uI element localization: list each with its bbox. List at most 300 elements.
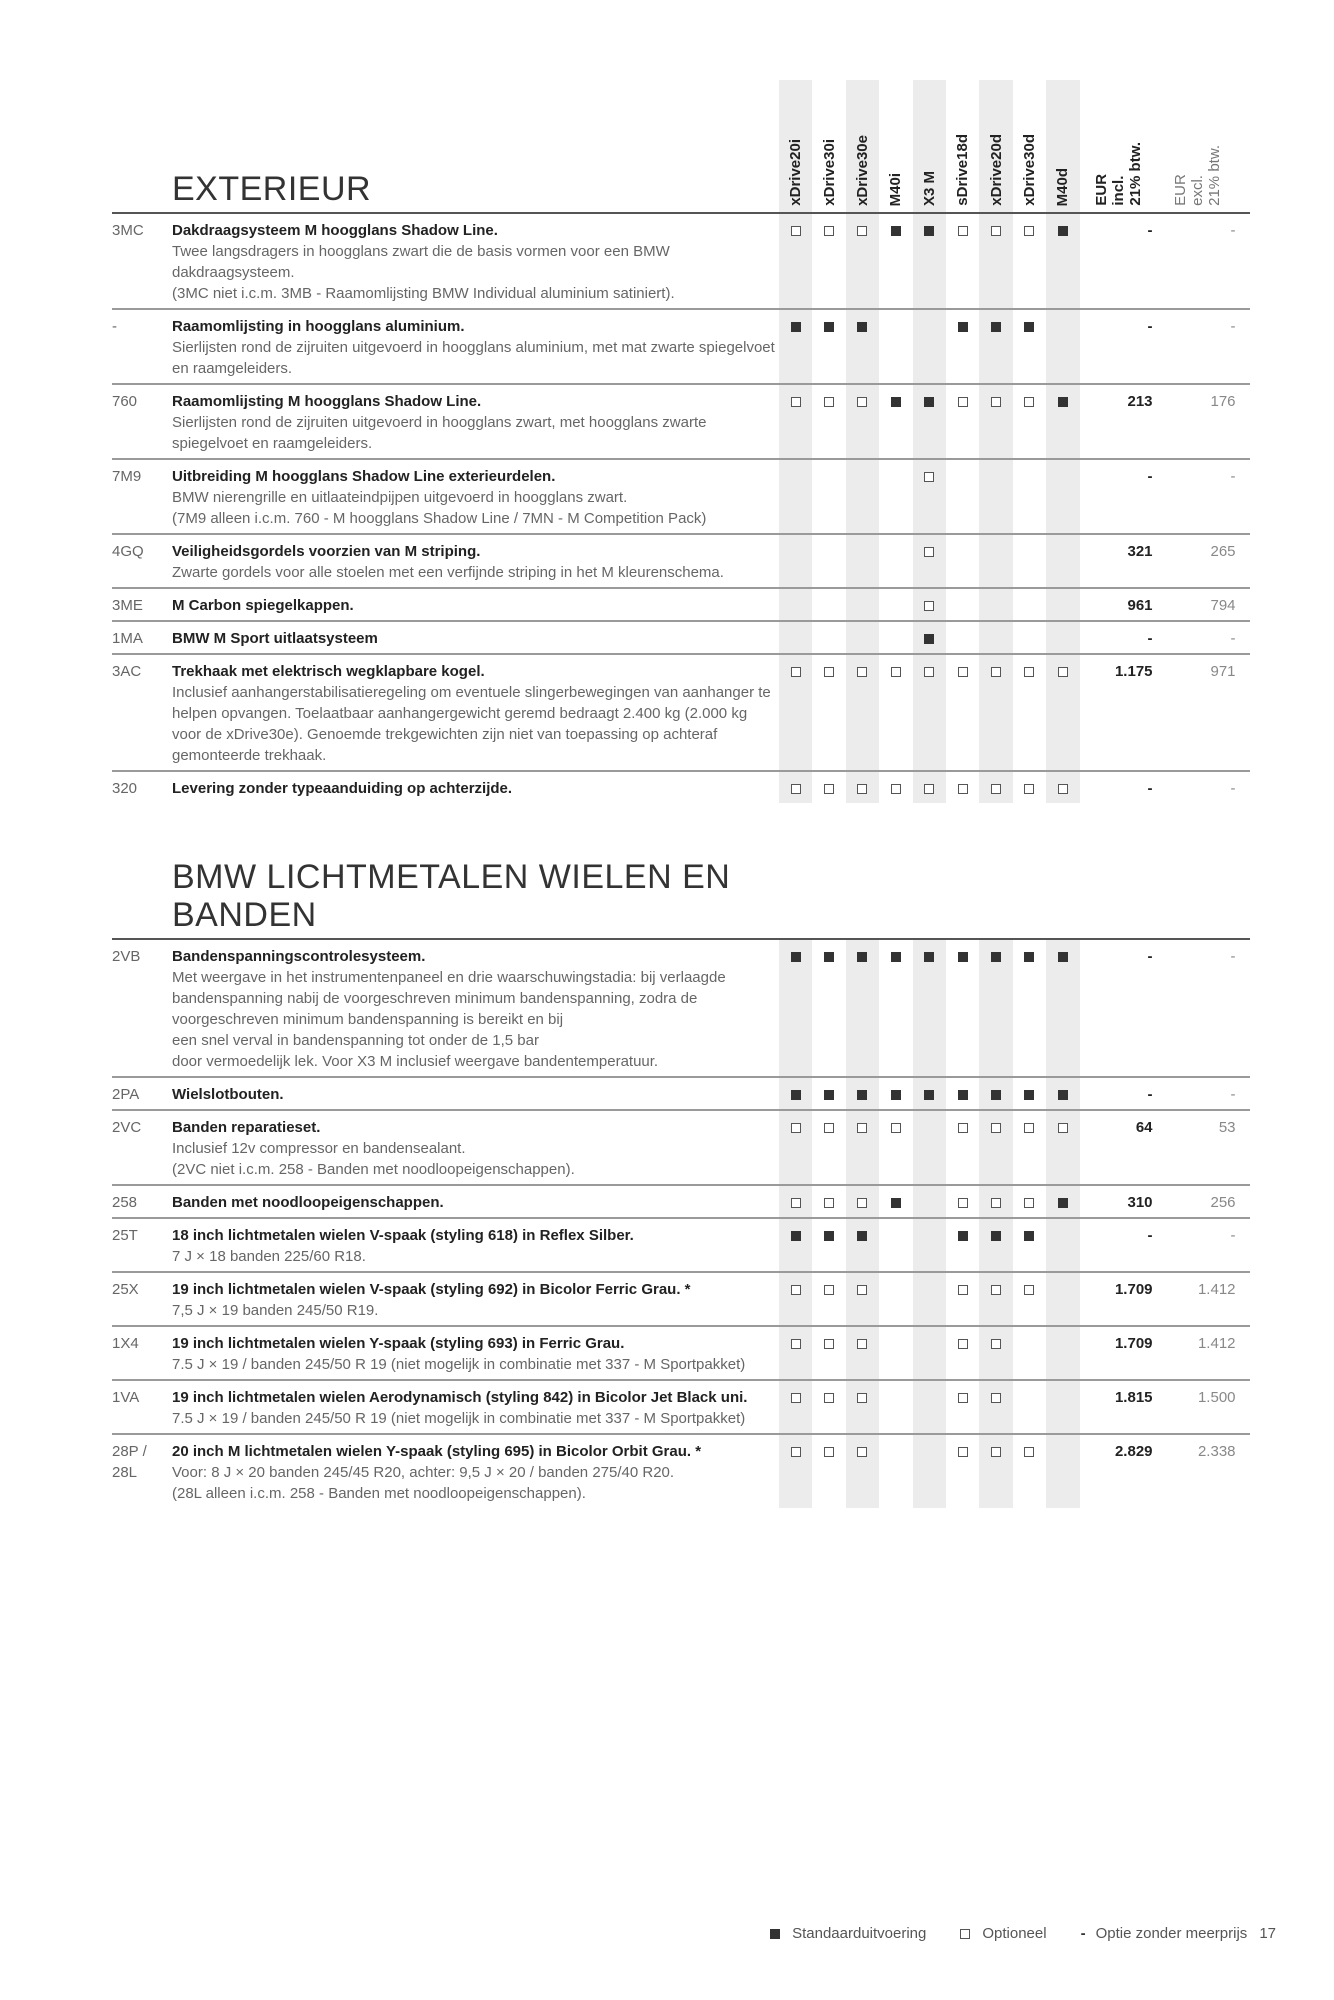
- standard-square-icon: [924, 1090, 934, 1100]
- availability-cell: [812, 1435, 845, 1508]
- availability-cell: [846, 310, 879, 383]
- option-code: 1VA: [112, 1389, 140, 1406]
- availability-cell: [779, 1273, 812, 1325]
- availability-cell: [779, 772, 812, 803]
- column-header-x3-m: [913, 80, 946, 212]
- availability-cell: [812, 1273, 845, 1325]
- page-number: 17: [1259, 1925, 1276, 1942]
- availability-cell: [846, 460, 879, 533]
- optional-square-icon: [958, 784, 968, 794]
- availability-cell: [946, 214, 979, 308]
- optional-square-icon: [1024, 1123, 1034, 1133]
- availability-cell: [979, 1111, 1012, 1184]
- standard-square-icon: [857, 952, 867, 962]
- optional-square-icon: [958, 1339, 968, 1349]
- availability-cell: [879, 940, 912, 1076]
- availability-cell: [979, 772, 1012, 803]
- optional-square-icon: [958, 1285, 968, 1295]
- optional-square-icon: [791, 1393, 801, 1403]
- price-incl-vat: 1.815: [1114, 1389, 1153, 1406]
- availability-cell: [979, 1273, 1012, 1325]
- availability-cell: [946, 655, 979, 770]
- option-row: [112, 655, 1250, 772]
- optional-square-icon: [824, 1198, 834, 1208]
- availability-cell: [812, 214, 845, 308]
- availability-cell: [846, 535, 879, 587]
- availability-cell: [879, 1078, 912, 1109]
- price-excl-vat: -: [1230, 948, 1236, 965]
- standard-square-icon: [958, 322, 968, 332]
- standard-square-icon: [824, 1231, 834, 1241]
- legend: [736, 1925, 1276, 1942]
- legend-no-charge: Optie zonder meerprijs: [1095, 1925, 1248, 1942]
- price-incl-vat: 213: [1127, 393, 1153, 410]
- availability-cell: [812, 772, 845, 803]
- column-header-xdrive30i: [812, 80, 845, 212]
- option-description: 7,5 J × 19 banden 245/50 R19.: [172, 1302, 379, 1319]
- availability-cell: [1013, 460, 1046, 533]
- option-description: Sierlijsten rond de zijruiten uitgevoerd in hoogglans zwart, met hoogglans zwarte spiegelvoet en raamgeleiders.: [172, 414, 707, 452]
- availability-cell: [1046, 1273, 1079, 1325]
- price-excl-vat: -: [1230, 630, 1236, 647]
- optional-square-icon: [857, 1339, 867, 1349]
- availability-cell: [946, 1327, 979, 1379]
- price-excl-vat: 1.412: [1197, 1335, 1236, 1352]
- availability-cell: [779, 1435, 812, 1508]
- price-excl-vat: -: [1230, 1086, 1236, 1103]
- optional-square-icon: [857, 1285, 867, 1295]
- option-row: [112, 622, 1250, 655]
- option-code: 1X4: [112, 1335, 139, 1352]
- option-code: 25T: [112, 1227, 138, 1244]
- availability-cell: [846, 1327, 879, 1379]
- availability-cell: [846, 1435, 879, 1508]
- availability-cell: [979, 1435, 1012, 1508]
- availability-cell: [913, 1219, 946, 1271]
- optional-square-icon: [1024, 1447, 1034, 1457]
- option-title: 19 inch lichtmetalen wielen Aerodynamisch (styling 842) in Bicolor Jet Black uni.: [172, 1389, 748, 1406]
- availability-cell: [779, 385, 812, 458]
- availability-cell: [779, 1327, 812, 1379]
- option-title: Raamomlijsting in hoogglans aluminium.: [172, 318, 465, 335]
- availability-cell: [1013, 940, 1046, 1076]
- availability-cell: [779, 1381, 812, 1433]
- option-description: 7 J × 18 banden 225/60 R18.: [172, 1248, 366, 1265]
- availability-cell: [846, 385, 879, 458]
- option-row: [112, 385, 1250, 460]
- price-incl-vat: -: [1147, 222, 1153, 239]
- availability-cell: [946, 535, 979, 587]
- price-header-incl: [1093, 80, 1144, 212]
- optional-square-icon: [924, 601, 934, 611]
- availability-cell: [812, 1078, 845, 1109]
- column-label: X3 M: [920, 170, 938, 206]
- option-code: 760: [112, 393, 138, 410]
- price-excl-vat: -: [1230, 318, 1236, 335]
- standard-square-icon: [1024, 952, 1034, 962]
- price-incl-vat: 961: [1127, 597, 1153, 614]
- option-description: (2VC niet i.c.m. 258 - Banden met noodloopeigenschappen).: [172, 1161, 575, 1178]
- availability-cell: [879, 1273, 912, 1325]
- standard-square-icon: [1024, 1231, 1034, 1241]
- optional-square-icon: [960, 1929, 970, 1939]
- option-title: Raamomlijsting M hoogglans Shadow Line.: [172, 393, 482, 410]
- price-excl-vat: 1.500: [1197, 1389, 1236, 1406]
- availability-cell: [1013, 310, 1046, 383]
- option-description: 7.5 J × 19 / banden 245/50 R 19 (niet mogelijk in combinatie met 337 - M Sportpakket): [172, 1410, 746, 1427]
- price-excl-vat: -: [1230, 1227, 1236, 1244]
- option-description: Zwarte gordels voor alle stoelen met een verfijnde striping in het M kleurenschema.: [172, 564, 724, 581]
- standard-square-icon: [1058, 226, 1068, 236]
- optional-square-icon: [891, 667, 901, 677]
- availability-cell: [946, 589, 979, 620]
- availability-cell: [879, 385, 912, 458]
- optional-square-icon: [958, 226, 968, 236]
- optional-square-icon: [991, 1447, 1001, 1457]
- option-title: M Carbon spiegelkappen.: [172, 597, 354, 614]
- availability-cell: [846, 772, 879, 803]
- availability-cell: [846, 589, 879, 620]
- option-description: een snel verval in bandenspanning tot onder de 1,5 bar: [172, 1032, 539, 1049]
- price-excl-vat: -: [1230, 780, 1236, 797]
- availability-cell: [1046, 1327, 1079, 1379]
- availability-cell: [1046, 1186, 1079, 1217]
- availability-cell: [812, 1381, 845, 1433]
- standard-square-icon: [1024, 322, 1034, 332]
- option-row: [112, 1435, 1250, 1508]
- availability-cell: [846, 1111, 879, 1184]
- availability-cell: [846, 940, 879, 1076]
- availability-cell: [1046, 589, 1079, 620]
- availability-cell: [946, 1186, 979, 1217]
- price-excl-vat: 265: [1210, 543, 1236, 560]
- column-label: sDrive18d: [954, 134, 972, 206]
- price-list-page: [112, 0, 1250, 1508]
- standard-square-icon: [924, 634, 934, 644]
- availability-cell: [812, 1111, 845, 1184]
- price-incl-vat: 1.709: [1114, 1335, 1153, 1352]
- optional-square-icon: [857, 397, 867, 407]
- availability-cell: [946, 1219, 979, 1271]
- availability-cell: [1046, 310, 1079, 383]
- option-title: Banden reparatieset.: [172, 1119, 321, 1136]
- availability-cell: [946, 460, 979, 533]
- optional-square-icon: [791, 397, 801, 407]
- option-row: [112, 535, 1250, 589]
- option-row: [112, 1186, 1250, 1219]
- availability-cell: [879, 214, 912, 308]
- optional-square-icon: [1024, 784, 1034, 794]
- availability-cell: [946, 1273, 979, 1325]
- column-label: xDrive20d: [987, 134, 1005, 206]
- availability-cell: [879, 1186, 912, 1217]
- price-excl-vat: 176: [1210, 393, 1236, 410]
- availability-cell: [913, 655, 946, 770]
- option-code: -: [112, 318, 117, 335]
- price-excl-vat: -: [1230, 222, 1236, 239]
- price-header-excl: [1172, 80, 1223, 212]
- optional-square-icon: [1058, 667, 1068, 677]
- availability-cell: [1013, 655, 1046, 770]
- availability-cell: [979, 385, 1012, 458]
- standard-square-icon: [891, 952, 901, 962]
- option-row: [112, 310, 1250, 385]
- availability-cell: [913, 1327, 946, 1379]
- column-header-xdrive20d: [979, 80, 1012, 212]
- availability-cell: [913, 589, 946, 620]
- option-description: (3MC niet i.c.m. 3MB - Raamomlijsting BMW Individual aluminium satiniert).: [172, 285, 675, 302]
- price-excl-vat: 2.338: [1197, 1443, 1236, 1460]
- availability-cell: [846, 1078, 879, 1109]
- column-header-sdrive18d: [946, 80, 979, 212]
- availability-cell: [979, 460, 1012, 533]
- price-incl-vat: 2.829: [1114, 1443, 1153, 1460]
- optional-square-icon: [857, 667, 867, 677]
- availability-cell: [979, 310, 1012, 383]
- column-label: xDrive30i: [820, 139, 838, 206]
- option-description: door vermoedelijk lek. Voor X3 M inclusief weergave bandentemperatuur.: [172, 1053, 659, 1070]
- availability-cell: [913, 622, 946, 653]
- standard-square-icon: [1058, 397, 1068, 407]
- option-row: [112, 589, 1250, 622]
- price-incl-vat: -: [1147, 318, 1153, 335]
- option-description: Voor: 8 J × 20 banden 245/45 R20, achter: 9,5 J × 20 / banden 275/40 R20.: [172, 1464, 675, 1481]
- price-excl-vat: -: [1230, 468, 1236, 485]
- availability-cell: [846, 622, 879, 653]
- optional-square-icon: [958, 397, 968, 407]
- price-incl-vat: 1.709: [1114, 1281, 1153, 1298]
- availability-cell: [913, 1186, 946, 1217]
- standard-square-icon: [1058, 952, 1068, 962]
- standard-square-icon: [824, 322, 834, 332]
- availability-cell: [779, 1078, 812, 1109]
- availability-cell: [812, 940, 845, 1076]
- legend-optional: Optioneel: [982, 1925, 1047, 1942]
- availability-cell: [779, 535, 812, 587]
- price-header-line: incl.: [1110, 175, 1127, 206]
- availability-cell: [1046, 940, 1079, 1076]
- standard-square-icon: [891, 1090, 901, 1100]
- availability-cell: [1013, 772, 1046, 803]
- availability-cell: [846, 214, 879, 308]
- standard-square-icon: [824, 1090, 834, 1100]
- option-code: 258: [112, 1194, 138, 1211]
- standard-square-icon: [1058, 1090, 1068, 1100]
- availability-cell: [946, 310, 979, 383]
- availability-cell: [979, 1078, 1012, 1109]
- option-row: [112, 460, 1250, 535]
- optional-square-icon: [991, 1285, 1001, 1295]
- availability-cell: [1013, 1435, 1046, 1508]
- availability-cell: [979, 535, 1012, 587]
- optional-square-icon: [857, 1393, 867, 1403]
- availability-cell: [1013, 622, 1046, 653]
- optional-square-icon: [824, 1339, 834, 1349]
- availability-cell: [779, 655, 812, 770]
- column-label: M40i: [887, 172, 905, 206]
- availability-cell: [812, 385, 845, 458]
- optional-square-icon: [791, 1285, 801, 1295]
- column-label: xDrive30e: [853, 135, 871, 206]
- standard-square-icon: [791, 952, 801, 962]
- availability-cell: [879, 1327, 912, 1379]
- availability-cell: [812, 1327, 845, 1379]
- availability-cell: [812, 310, 845, 383]
- availability-cell: [1013, 214, 1046, 308]
- availability-cell: [779, 1111, 812, 1184]
- availability-cell: [779, 460, 812, 533]
- availability-cell: [913, 940, 946, 1076]
- exterieur-table: [112, 214, 1250, 803]
- availability-cell: [879, 772, 912, 803]
- availability-cell: [946, 622, 979, 653]
- availability-cell: [1046, 772, 1079, 803]
- availability-cell: [812, 535, 845, 587]
- optional-square-icon: [824, 667, 834, 677]
- availability-cell: [1013, 535, 1046, 587]
- standard-square-icon: [791, 1090, 801, 1100]
- standard-square-icon: [857, 1231, 867, 1241]
- availability-cell: [846, 1186, 879, 1217]
- option-code: 2PA: [112, 1086, 140, 1103]
- availability-cell: [846, 1219, 879, 1271]
- availability-cell: [979, 940, 1012, 1076]
- availability-cell: [913, 310, 946, 383]
- optional-square-icon: [1058, 784, 1068, 794]
- optional-square-icon: [791, 1123, 801, 1133]
- availability-cell: [979, 655, 1012, 770]
- option-description: Inclusief 12v compressor en bandensealant.: [172, 1140, 466, 1157]
- optional-square-icon: [857, 1447, 867, 1457]
- availability-cell: [913, 460, 946, 533]
- option-description: Twee langsdragers in hoogglans zwart die de basis vormen voor een BMW dakdraagsysteem.: [172, 243, 670, 281]
- standard-square-icon: [824, 952, 834, 962]
- optional-square-icon: [991, 784, 1001, 794]
- availability-cell: [812, 1219, 845, 1271]
- option-row: [112, 940, 1250, 1078]
- optional-square-icon: [824, 1123, 834, 1133]
- optional-square-icon: [1024, 397, 1034, 407]
- availability-cell: [879, 460, 912, 533]
- optional-square-icon: [824, 397, 834, 407]
- availability-cell: [913, 1111, 946, 1184]
- column-header-xdrive30e: [846, 80, 879, 212]
- optional-square-icon: [791, 1339, 801, 1349]
- price-incl-vat: -: [1147, 1086, 1153, 1103]
- optional-square-icon: [1024, 1198, 1034, 1208]
- column-header-m40i: [879, 80, 912, 212]
- optional-square-icon: [991, 667, 1001, 677]
- standard-square-icon: [857, 322, 867, 332]
- availability-cell: [812, 655, 845, 770]
- availability-cell: [979, 214, 1012, 308]
- option-code: 3MC: [112, 222, 144, 239]
- optional-square-icon: [958, 1198, 968, 1208]
- availability-cell: [879, 622, 912, 653]
- standard-square-icon: [958, 952, 968, 962]
- option-code: 3AC: [112, 663, 142, 680]
- column-label: M40d: [1054, 167, 1072, 206]
- price-incl-vat: 1.175: [1114, 663, 1153, 680]
- optional-square-icon: [824, 1447, 834, 1457]
- availability-cell: [1013, 1327, 1046, 1379]
- option-code: 2VB: [112, 948, 141, 965]
- optional-square-icon: [824, 1285, 834, 1295]
- optional-square-icon: [891, 784, 901, 794]
- optional-square-icon: [824, 226, 834, 236]
- option-code: 4GQ: [112, 543, 144, 560]
- option-title: 20 inch M lichtmetalen wielen Y-spaak (styling 695) in Bicolor Orbit Grau. *: [172, 1443, 702, 1460]
- standard-square-icon: [891, 1198, 901, 1208]
- optional-square-icon: [924, 667, 934, 677]
- availability-cell: [979, 589, 1012, 620]
- availability-cell: [879, 535, 912, 587]
- column-label: xDrive20i: [787, 139, 805, 206]
- availability-cell: [913, 1273, 946, 1325]
- availability-cell: [779, 940, 812, 1076]
- optional-square-icon: [924, 472, 934, 482]
- standard-square-icon: [1024, 1090, 1034, 1100]
- availability-cell: [913, 772, 946, 803]
- availability-cell: [1013, 1219, 1046, 1271]
- availability-cell: [913, 1381, 946, 1433]
- optional-square-icon: [958, 1123, 968, 1133]
- availability-cell: [1013, 1186, 1046, 1217]
- option-description: (7M9 alleen i.c.m. 760 - M hoogglans Shadow Line / 7MN - M Competition Pack): [172, 510, 707, 527]
- optional-square-icon: [958, 667, 968, 677]
- price-incl-vat: -: [1147, 468, 1153, 485]
- availability-cell: [979, 622, 1012, 653]
- availability-cell: [1013, 589, 1046, 620]
- availability-cell: [946, 385, 979, 458]
- standard-square-icon: [924, 226, 934, 236]
- optional-square-icon: [791, 226, 801, 236]
- availability-cell: [779, 310, 812, 383]
- standard-square-icon: [891, 397, 901, 407]
- availability-cell: [846, 1381, 879, 1433]
- availability-cell: [812, 1186, 845, 1217]
- availability-cell: [913, 1078, 946, 1109]
- availability-cell: [913, 1435, 946, 1508]
- availability-cell: [1046, 622, 1079, 653]
- optional-square-icon: [991, 1123, 1001, 1133]
- optional-square-icon: [824, 784, 834, 794]
- option-title: Dakdraagsysteem M hoogglans Shadow Line.: [172, 222, 498, 239]
- availability-cell: [812, 460, 845, 533]
- option-code: 25X: [112, 1281, 139, 1298]
- optional-square-icon: [791, 1198, 801, 1208]
- exterieur-header: [112, 0, 1250, 214]
- price-excl-vat: 1.412: [1197, 1281, 1236, 1298]
- availability-cell: [779, 214, 812, 308]
- option-row: [112, 1078, 1250, 1111]
- standard-square-icon: [857, 1090, 867, 1100]
- option-row: [112, 214, 1250, 310]
- optional-square-icon: [958, 1393, 968, 1403]
- availability-cell: [1046, 1435, 1079, 1508]
- optional-square-icon: [857, 784, 867, 794]
- price-excl-vat: 794: [1210, 597, 1236, 614]
- availability-cell: [913, 214, 946, 308]
- standard-square-icon: [791, 1231, 801, 1241]
- price-excl-vat: 971: [1210, 663, 1236, 680]
- price-incl-vat: -: [1147, 630, 1153, 647]
- optional-square-icon: [991, 226, 1001, 236]
- standard-square-icon: [991, 1090, 1001, 1100]
- optional-square-icon: [1024, 226, 1034, 236]
- option-title: Banden met noodloopeigenschappen.: [172, 1194, 444, 1211]
- optional-square-icon: [958, 1447, 968, 1457]
